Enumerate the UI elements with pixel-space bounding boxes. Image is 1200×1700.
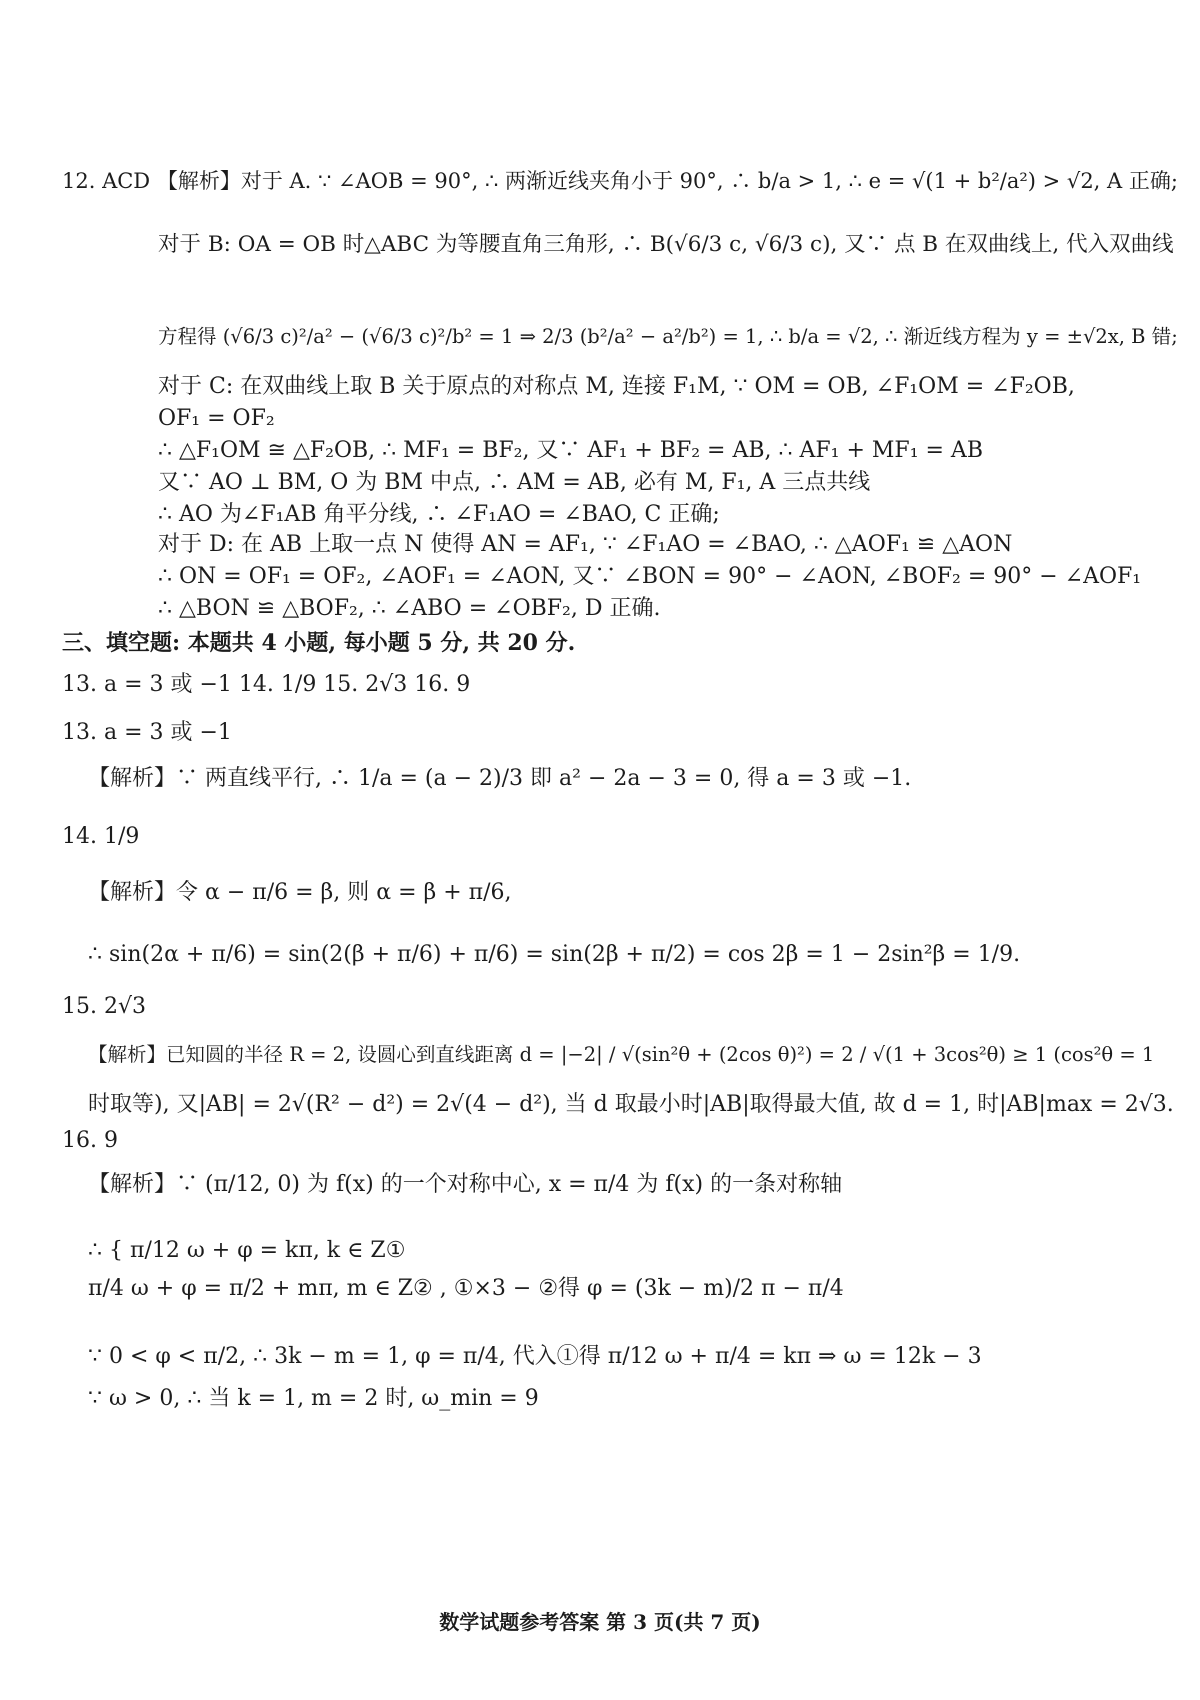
- problem-16-answer: 16. 9: [62, 1128, 118, 1153]
- page-footer: 数学试题参考答案 第 3 页(共 7 页): [439, 1610, 761, 1634]
- problem-16-analysis: 【解析】∵ (π/12, 0) 为 f(x) 的一个对称中心, x = π/4 为 f(x) 的一条对称轴: [88, 1172, 843, 1197]
- problem-15-analysis: 时取等), 又|AB| = 2√(R² − d²) = 2√(4 − d²), 当 d 取最小时|AB|取得最大值, 故 d = 1, 时|AB|max = 2√3.: [88, 1092, 1174, 1117]
- problem-12-line: 方程得 (√6/3 c)²/a² − (√6/3 c)²/b² = 1 ⇒ 2/3 (b²/a² − a²/b²) = 1, ∴ b/a = √2, ∴ 渐近线方程为 y = ±√2x, B 错;: [158, 325, 1178, 348]
- problem-12-line: ∴ AO 为∠F₁AB 角平分线, ∴ ∠F₁AO = ∠BAO, C 正确;: [158, 502, 720, 527]
- answers-summary: 13. a = 3 或 −1 14. 1/9 15. 2√3 16. 9: [62, 672, 471, 697]
- problem-15-answer: 15. 2√3: [62, 994, 146, 1019]
- problem-12-line: 对于 D: 在 AB 上取一点 N 使得 AN = AF₁, ∵ ∠F₁AO = ∠BAO, ∴ △AOF₁ ≌ △AON: [158, 532, 1013, 557]
- problem-12-line: ∴ △BON ≌ △BOF₂, ∴ ∠ABO = ∠OBF₂, D 正确.: [158, 596, 661, 621]
- problem-14-analysis: ∴ sin(2α + π/6) = sin(2(β + π/6) + π/6) = sin(2β + π/2) = cos 2β = 1 − 2sin²β = 1/9.: [88, 942, 1021, 967]
- problem-12-line: ∴ △F₁OM ≅ △F₂OB, ∴ MF₁ = BF₂, 又∵ AF₁ + BF₂ = AB, ∴ AF₁ + MF₁ = AB: [158, 438, 983, 463]
- problem-12-line: 对于 C: 在双曲线上取 B 关于原点的对称点 M, 连接 F₁M, ∵ OM = OB, ∠F₁OM = ∠F₂OB,: [158, 374, 1075, 399]
- problem-13-answer: 13. a = 3 或 −1: [62, 720, 232, 745]
- problem-16-analysis: ∵ 0 < φ < π/2, ∴ 3k − m = 1, φ = π/4, 代入①得 π/12 ω + π/4 = kπ ⇒ ω = 12k − 3: [88, 1344, 982, 1369]
- problem-14-answer: 14. 1/9: [62, 824, 140, 849]
- problem-12-line: 对于 B: OA = OB 时△ABC 为等腰直角三角形, ∴ B(√6/3 c, √6/3 c), 又∵ 点 B 在双曲线上, 代入双曲线: [158, 232, 1174, 257]
- problem-16-analysis: ∴ { π/12 ω + φ = kπ, k ∈ Z①: [88, 1238, 406, 1263]
- section-title: 三、填空题: 本题共 4 小题, 每小题 5 分, 共 20 分.: [62, 630, 576, 656]
- problem-15-analysis: 【解析】已知圆的半径 R = 2, 设圆心到直线距离 d = |−2| / √(sin²θ + (2cos θ)²) = 2 / √(1 + 3cos²θ) ≥ 1 (cos²θ = 1: [88, 1043, 1155, 1066]
- problem-16-analysis: π/4 ω + φ = π/2 + mπ, m ∈ Z② , ①×3 − ②得 φ = (3k − m)/2 π − π/4: [88, 1276, 844, 1301]
- problem-13-analysis: 【解析】∵ 两直线平行, ∴ 1/a = (a − 2)/3 即 a² − 2a − 3 = 0, 得 a = 3 或 −1.: [88, 766, 912, 791]
- problem-12-line: ∴ ON = OF₁ = OF₂, ∠AOF₁ = ∠AON, 又∵ ∠BON = 90° − ∠AON, ∠BOF₂ = 90° − ∠AOF₁: [158, 564, 1142, 589]
- problem-16-analysis: ∵ ω > 0, ∴ 当 k = 1, m = 2 时, ω_min = 9: [88, 1386, 539, 1411]
- problem-12-header: 12. ACD 【解析】对于 A. ∵ ∠AOB = 90°, ∴ 两渐近线夹角小于 90°, ∴ b/a > 1, ∴ e = √(1 + b²/a²) > √2, A 正确;: [62, 169, 1178, 193]
- problem-14-analysis: 【解析】令 α − π/6 = β, 则 α = β + π/6,: [88, 880, 512, 905]
- problem-12-line: 又∵ AO ⊥ BM, O 为 BM 中点, ∴ AM = AB, 必有 M, F₁, A 三点共线: [158, 470, 871, 495]
- problem-12-line: OF₁ = OF₂: [158, 406, 275, 431]
